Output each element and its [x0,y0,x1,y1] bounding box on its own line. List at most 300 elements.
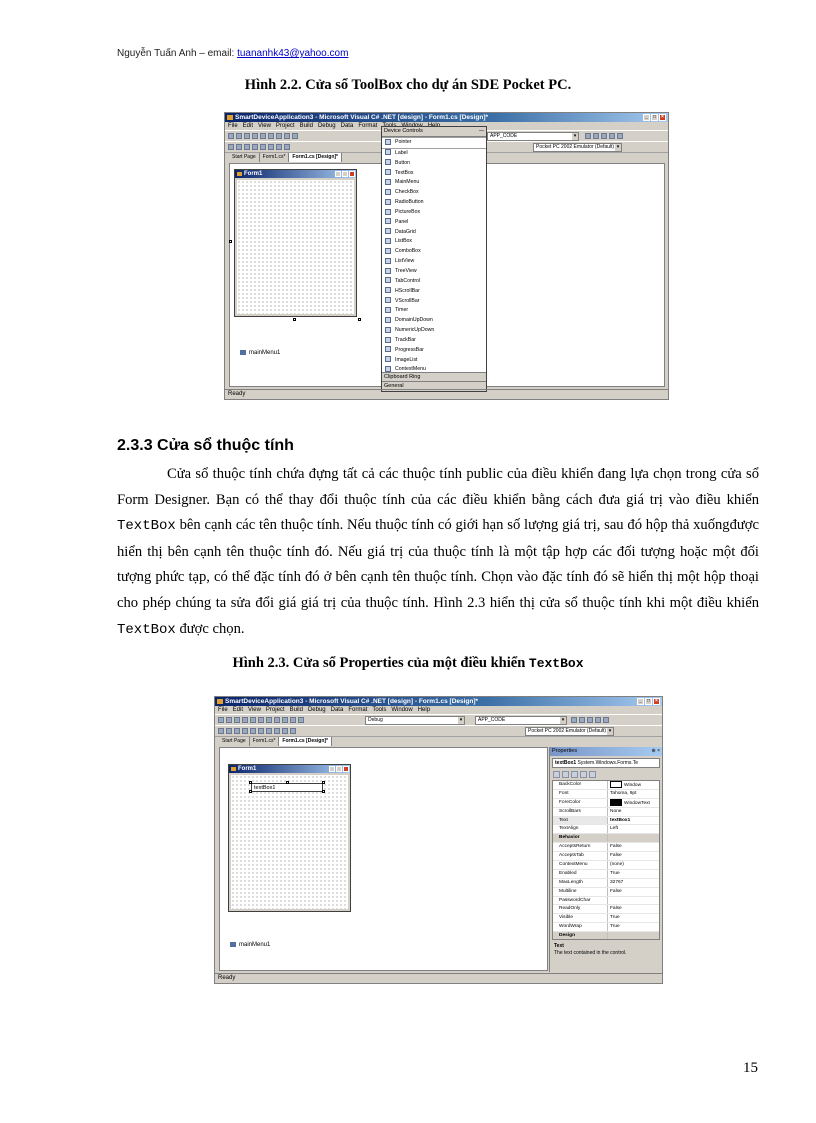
textbox1-control[interactable]: textBox1 [251,783,323,792]
tray-item-label: mainMenu1 [239,942,271,949]
debug-combo[interactable]: Debug ▾ [365,716,465,725]
property-name: BackColor [553,781,608,789]
trackbar-icon [385,337,391,343]
form-grid[interactable] [231,775,348,909]
save-all-icon[interactable] [250,717,256,723]
make-same-height-icon[interactable] [274,728,280,734]
property-value[interactable] [608,790,659,798]
window-controls [643,114,666,121]
color-swatch [610,799,622,806]
align-middle-icon[interactable] [250,728,256,734]
radiobutton-icon [385,199,391,205]
align-right-icon[interactable] [244,144,250,150]
property-value-text: True [610,924,620,930]
property-row[interactable] [553,905,659,914]
menu-item-format[interactable]: Format [348,707,368,713]
paste-icon[interactable] [284,133,290,139]
page-number: 15 [743,1060,758,1076]
property-value-text: (none) [610,862,624,868]
toolbox-item-label: Timer [395,307,409,314]
property-value[interactable] [608,799,659,807]
property-name: AcceptsTab [553,852,608,860]
add-item-icon[interactable] [236,133,242,139]
resize-handle[interactable] [293,318,296,321]
tray-item-label: mainMenu1 [249,350,281,357]
pin-close-icon[interactable]: ⊕ × [651,748,660,754]
solution-config-combo[interactable]: APP_CODE ▾ [475,716,567,725]
solution-explorer-icon[interactable] [579,717,585,723]
component-tray-item[interactable] [230,942,270,948]
email-link[interactable]: tuananhk43@yahoo.com [237,48,349,59]
categorized-icon[interactable] [553,771,560,778]
property-value-text: Tahoma, 9pt [610,790,637,796]
properties-icon[interactable] [587,717,593,723]
toolbox-item-numericupdown[interactable] [382,326,486,336]
cut-icon[interactable] [258,717,264,723]
resize-handle[interactable] [322,781,325,784]
property-value-text: textBox1 [610,817,631,823]
toolbox-item-vscrollbar[interactable] [382,297,486,307]
toolbox-item-label: CheckBox [395,189,419,196]
property-category [553,932,659,940]
property-value-text: True [610,870,620,876]
property-row[interactable] [553,879,659,888]
properties-title-text: Properties [552,748,578,754]
find-icon[interactable] [571,717,577,723]
toolbox-item-label: VScrollBar [395,297,420,304]
menu-component-icon [240,350,246,355]
property-name: Design [553,932,608,940]
target-device-combo[interactable]: Pocket PC 2002 Emulator (Default) ▾ [533,143,622,152]
property-value[interactable] [608,897,659,905]
menu-item-tools[interactable]: Tools [372,707,387,713]
property-value[interactable] [608,843,659,851]
open-icon[interactable] [234,717,240,723]
property-value-text: Left [610,826,619,832]
tab-1[interactable]: Form1.cs* [250,737,280,746]
listbox-icon [385,238,391,244]
toolbox-item-label: RadioButton [395,199,424,206]
align-bottom-icon[interactable] [258,728,264,734]
para-text-3: được chọn. [175,620,245,637]
property-value-text: True [610,915,620,921]
toolbox-item-hscrollbar[interactable] [382,287,486,297]
minimize-icon[interactable]: _ [643,114,650,121]
toolbox-item-label: TextBox [395,169,414,176]
section-heading: 2.3.3 Cửa sổ thuộc tính [117,437,294,454]
tab-2[interactable]: Form1.cs [Design]* [279,737,332,746]
property-value[interactable] [608,914,659,922]
class-view-icon[interactable] [603,717,609,723]
designer-surface[interactable] [219,747,548,971]
title-bar [215,697,662,706]
property-row[interactable] [553,923,659,932]
align-left-icon[interactable] [228,144,234,150]
toolbox-tab-device-controls[interactable]: Device Controls — [382,127,486,137]
toolbox-item-button[interactable] [382,159,486,169]
toolbox-item-pointer[interactable] [382,137,486,149]
toolbox-item-checkbox[interactable] [382,188,486,198]
align-middle-icon[interactable] [260,144,266,150]
toolbox-item-radiobutton[interactable] [382,198,486,208]
toolbox-item-label: ListBox [395,238,413,245]
property-name: Font [553,790,608,798]
toolbox-item-label: TabControl [395,277,421,284]
form-title: Form1 [229,765,350,773]
window-title: SmartDeviceApplication3 - Microsoft Visual C# .NET [design] - Form1.cs [Design]* [235,114,489,121]
undo-icon[interactable] [282,717,288,723]
resize-handle[interactable] [322,790,325,793]
maximize-icon[interactable]: □ [646,698,651,704]
mainmenu-icon [385,179,391,185]
alphabetical-icon[interactable] [562,771,569,778]
form-minimize-icon [329,766,335,772]
menu-component-icon [230,942,236,947]
menu-item-help[interactable]: Help [417,707,431,713]
toolbox-item-progressbar[interactable] [382,346,486,356]
align-top-icon[interactable] [252,144,258,150]
toolbox-screenshot [224,112,669,400]
toolbox-item-tabcontrol[interactable] [382,277,486,287]
toolbox-item-label: DomainUpDown [395,317,433,324]
toolbox-tab-general[interactable]: General [382,381,486,391]
timer-icon [385,307,391,313]
toolbox-item-datagrid[interactable] [382,228,486,238]
tab-2[interactable]: Form1.cs [Design]* [289,153,342,162]
property-row[interactable] [553,888,659,897]
menu-item-view[interactable]: View [258,123,271,129]
resize-handle[interactable] [358,318,361,321]
resize-handle[interactable] [229,240,232,243]
form-close-icon [349,171,355,177]
property-name: ContextMenu [553,861,608,869]
toolbox-items [382,137,486,375]
page-header [117,48,348,59]
menu-item-project[interactable]: Project [275,123,295,129]
align-center-icon[interactable] [236,144,242,150]
title-bar [225,113,668,122]
properties-panel [549,747,662,972]
menu-item-format[interactable]: Format [358,123,378,129]
property-value[interactable] [608,888,659,896]
status-bar: Ready [215,973,662,983]
property-name: Behavior [553,834,608,842]
align-left-icon[interactable] [218,728,224,734]
tab-0[interactable]: Start Page [219,737,250,746]
copy-icon[interactable] [266,717,272,723]
paste-icon[interactable] [274,717,280,723]
form-controls [335,171,355,177]
toolbox-item-label[interactable] [382,149,486,159]
window-controls [637,698,660,705]
center-vertically-icon[interactable] [290,728,296,734]
property-row[interactable] [553,843,659,852]
hscrollbar-icon [385,287,391,293]
menu-item-data[interactable]: Data [330,707,344,713]
menu-item-window[interactable]: Window [391,707,413,713]
toolbox-icon[interactable] [609,133,615,139]
property-row[interactable] [553,852,659,861]
toolbox-item-trackbar[interactable] [382,336,486,346]
align-top-icon[interactable] [242,728,248,734]
close-icon[interactable]: × [659,114,666,121]
make-same-height-icon[interactable] [284,144,290,150]
object-type: System.Windows.Forms.Te [576,760,639,766]
toolbox-item-label: TrackBar [395,336,416,343]
description-text: The text contained in the control. [554,950,627,956]
copy-icon[interactable] [276,133,282,139]
close-icon[interactable]: × [653,698,660,705]
properties-screenshot [214,696,663,984]
property-value-text: None [610,808,622,814]
toolbox-item-label: DataGrid [395,228,416,235]
property-value-text: WindowText [624,800,650,806]
property-row[interactable] [553,897,659,906]
menu-bar [215,706,662,714]
toolbox-item-combobox[interactable] [382,247,486,257]
object-name: textBox1 [555,760,577,766]
align-center-icon[interactable] [226,728,232,734]
layout-icons [218,728,296,734]
save-icon[interactable] [252,133,258,139]
open-icon[interactable] [244,133,250,139]
form1-window[interactable] [234,169,357,317]
toolbox-item-label: ContextMenu [395,366,426,373]
app-icon [217,699,223,704]
toolbar-icons [218,717,304,723]
toolbox-item-mainmenu[interactable] [382,178,486,188]
property-row[interactable] [553,861,659,870]
menu-item-edit[interactable]: Edit [242,123,254,129]
property-value[interactable] [608,905,659,913]
object-selector[interactable] [552,758,660,768]
resize-handle[interactable] [249,781,252,784]
new-project-icon[interactable] [228,133,234,139]
layout-icons [228,144,290,150]
menu-item-data[interactable]: Data [340,123,354,129]
cut-icon[interactable] [268,133,274,139]
property-name: Text [553,817,608,825]
toolbox-item-label: NumericUpDown [395,327,435,334]
button-icon [385,159,391,165]
properties-view-icon[interactable] [571,771,578,778]
property-row[interactable] [553,817,659,826]
properties-icon[interactable] [601,133,607,139]
property-row[interactable] [553,808,659,817]
section-paragraph [117,462,759,643]
property-value[interactable] [608,825,659,833]
property-row[interactable] [553,790,659,799]
menu-item-file[interactable]: File [218,707,228,713]
panel-icon [385,218,391,224]
property-row[interactable] [553,870,659,879]
toolbox-item-imagelist[interactable] [382,356,486,366]
properties-toolbar [550,770,662,779]
property-value [608,932,659,940]
code-textbox: TextBox [117,518,176,535]
document-tabs [229,153,342,162]
toolbox-item-picturebox[interactable] [382,208,486,218]
menu-item-project[interactable]: Project [265,707,285,713]
property-value-text: Window [624,782,642,788]
toolbox-item-textbox[interactable] [382,169,486,179]
toolbox-item-label: TreeView [395,267,417,274]
tab-0[interactable]: Start Page [229,153,260,162]
property-pages-icon[interactable] [589,771,596,778]
form-minimize-icon [335,171,341,177]
para-text-1: Cửa sổ thuộc tính chứa đựng tất cả các thuộc tính public của điều khiển đang lựa chọn trong cửa sổ Form Designer. Bạn có thể thay đổi thuộc tính của các điều khiển bằng cách đưa giá trị vào điều khiển [117,466,759,508]
property-value[interactable] [608,817,659,825]
toolbar-icons-right [585,133,623,139]
author-text: Nguyễn Tuấn Anh – email: [117,48,238,59]
save-all-icon[interactable] [260,133,266,139]
resize-handle[interactable] [286,781,289,784]
toolbox-item-listview[interactable] [382,257,486,267]
window-title: SmartDeviceApplication3 - Microsoft Visual C# .NET [design] - Form1.cs [Design]* [225,698,479,705]
property-name: MaxLength [553,879,608,887]
add-item-icon[interactable] [226,717,232,723]
property-value-text: False [610,888,622,894]
make-same-width-icon[interactable] [266,728,272,734]
listview-icon [385,258,391,264]
minimize-icon[interactable]: _ [637,698,644,705]
form-maximize-icon [342,171,348,177]
property-value[interactable] [608,852,659,860]
property-row[interactable] [553,799,659,808]
toolbox-item-timer[interactable] [382,306,486,316]
property-value[interactable] [608,808,659,816]
form-close-icon [343,766,349,772]
toolbox-item-label: Label [395,149,408,156]
vscrollbar-icon [385,297,391,303]
code-textbox: TextBox [117,621,176,638]
toolbar-icons [228,133,298,139]
menu-item-view[interactable]: View [248,707,261,713]
redo-icon[interactable] [290,717,296,723]
figure-caption-2 [0,655,816,672]
property-value-text: False [610,906,622,912]
toolbox-icon[interactable] [595,717,601,723]
align-bottom-icon[interactable] [268,144,274,150]
menu-item-debug[interactable]: Debug [317,123,336,129]
color-swatch [610,781,622,788]
domainupdown-icon [385,317,391,323]
property-name: Multiline [553,888,608,896]
solution-config-combo[interactable]: APP_CODE ▾ [487,132,579,141]
menu-item-debug[interactable]: Debug [307,707,326,713]
menu-item-build[interactable]: Build [289,707,303,713]
toolbox-item-label: ListView [395,258,415,265]
resize-handle[interactable] [249,790,252,793]
property-name: WordWrap [553,923,608,931]
property-row[interactable] [553,825,659,834]
solution-explorer-icon[interactable] [593,133,599,139]
imagelist-icon [385,356,391,362]
description-title: Text [554,943,564,949]
center-horizontally-icon[interactable] [282,728,288,734]
property-value-text: False [610,844,622,850]
property-row[interactable] [553,781,659,790]
toolbox-panel [381,126,487,392]
menu-item-build[interactable]: Build [299,123,313,129]
toolbox-tab-clipboard-ring[interactable]: Clipboard Ring [382,372,486,382]
target-device-combo[interactable]: Pocket PC 2002 Emulator (Default) ▾ [525,727,614,736]
property-name: Visible [553,914,608,922]
numericupdown-icon [385,327,391,333]
treeview-icon [385,268,391,274]
checkbox-icon [385,189,391,195]
toolbox-item-listbox[interactable] [382,237,486,247]
status-bar: Ready [225,389,668,399]
textbox-icon [385,169,391,175]
property-description [552,942,660,970]
toolbox-item-panel[interactable] [382,218,486,228]
property-name: Enabled [553,870,608,878]
find-icon[interactable] [585,133,591,139]
progressbar-icon [385,346,391,352]
property-row[interactable] [553,914,659,923]
datagrid-icon [385,228,391,234]
form-controls [329,766,349,772]
make-same-width-icon[interactable] [276,144,282,150]
property-name: PasswordChar [553,897,608,905]
property-name: AcceptsReturn [553,843,608,851]
toolbox-item-label: ImageList [395,356,418,363]
toolbox-item-label: PictureBox [395,208,421,215]
property-name: ReadOnly [553,905,608,913]
undo-icon[interactable] [292,133,298,139]
property-value[interactable] [608,879,659,887]
new-project-icon[interactable] [218,717,224,723]
property-value[interactable] [608,923,659,931]
label-icon [385,149,391,155]
align-right-icon[interactable] [234,728,240,734]
layout-toolbar [215,725,662,737]
menu-item-file[interactable]: File [228,123,238,129]
figure-caption-1: Hình 2.2. Cửa sổ ToolBox cho dự án SDE Pocket PC. [244,77,572,93]
class-view-icon[interactable] [617,133,623,139]
properties-title [550,747,662,756]
menu-item-edit[interactable]: Edit [232,707,244,713]
toolbox-item-treeview[interactable] [382,267,486,277]
property-value[interactable] [608,781,659,789]
tab-1[interactable]: Form1.cs* [260,153,290,162]
property-value [608,834,659,842]
para-text-2: bên cạnh các tên thuộc tính. Nếu thuộc tính có giới hạn số lượng giá trị, sau đó hộp thả xuốngđược hiển thị bên cạnh tên thuộc tính đó. Nếu giá trị của thuộc tính là một tập hợp các đối tượng hoặc một đối tượng phức tạp, có thể đặc tính đó ở bên cạnh tên thuộc tính. Chọn vào đặc tính đó sẽ hiển thị một hộp thoại cho phép chúng ta sửa đổi giá giá trị của thuộc tính. Hình 2.3 hiển thị cửa sổ thuộc tính khi một điều khiển [117,517,759,611]
property-name: ForeColor [553,799,608,807]
toolbox-item-label: Button [395,159,410,166]
form-grid[interactable] [237,180,354,314]
tabcontrol-icon [385,277,391,283]
property-name: TextAlign [553,825,608,833]
property-value[interactable] [608,870,659,878]
events-icon[interactable] [580,771,587,778]
toolbox-item-label: ProgressBar [395,346,424,353]
caption-text: Hình 2.3. Cửa sổ Properties của một điều khiển [232,655,529,671]
component-tray-item[interactable] [240,350,280,356]
toolbox-item-domainupdown[interactable] [382,316,486,326]
document-tabs [219,737,332,746]
property-value-text: False [610,853,622,859]
property-category [553,834,659,843]
start-icon[interactable] [298,717,304,723]
caption-code: TextBox [528,656,584,671]
maximize-icon[interactable]: □ [652,114,657,120]
save-icon[interactable] [242,717,248,723]
form1-window[interactable] [228,764,351,912]
property-grid [552,780,660,940]
property-value[interactable] [608,861,659,869]
